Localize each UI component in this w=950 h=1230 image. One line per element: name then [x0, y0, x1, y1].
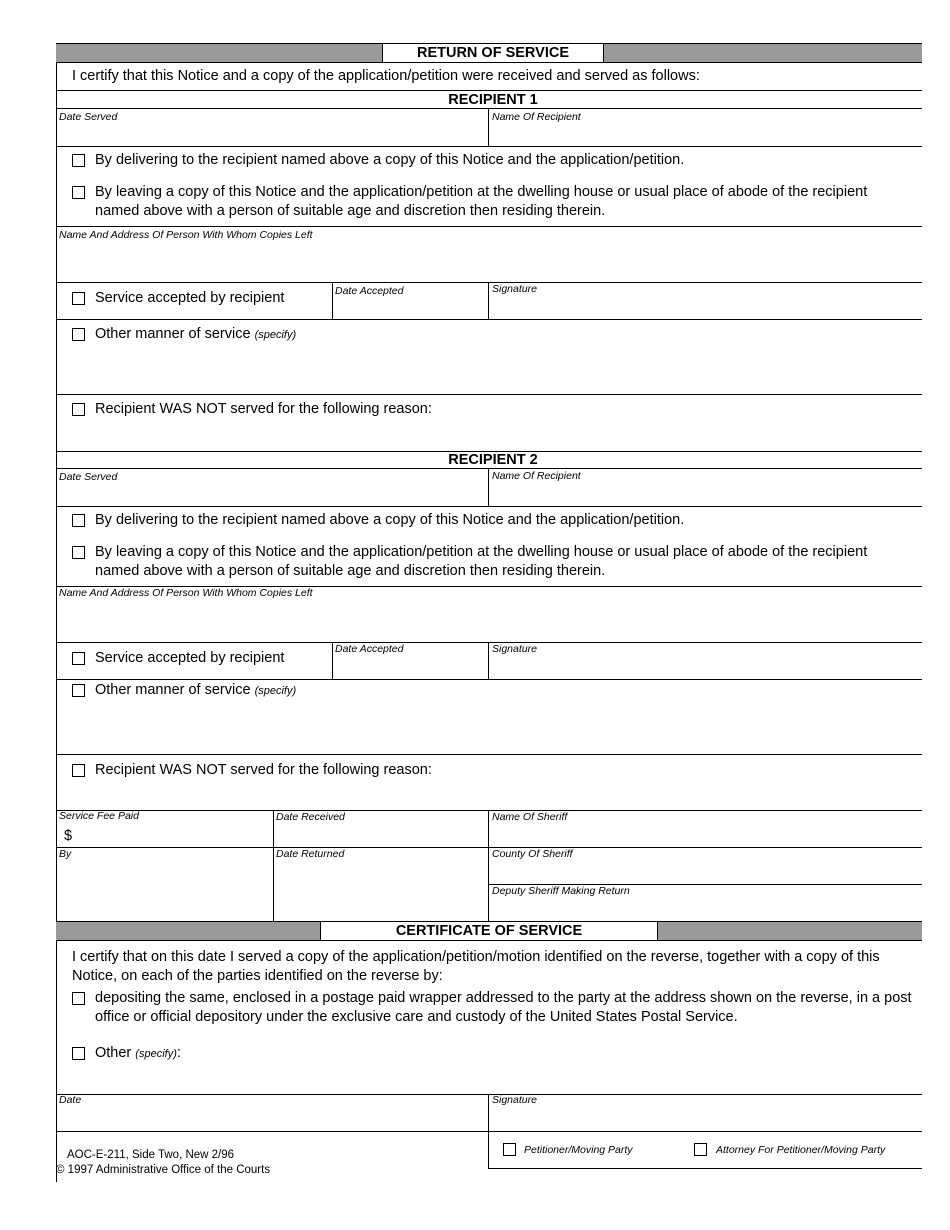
r1-date-accepted-label: Date Accepted: [335, 285, 404, 297]
copyright: © 1997 Administrative Office of the Courts: [56, 1164, 271, 1176]
depositing-checkbox[interactable]: [72, 992, 85, 1005]
r1-delivering-text: By delivering to the recipient named above a copy of this Notice and the application/petition.: [95, 152, 685, 168]
divider: [56, 847, 922, 848]
r2-date-served-label: Date Served: [59, 471, 118, 483]
r1-accepted-checkbox[interactable]: [72, 292, 85, 305]
r2-not-served-checkbox[interactable]: [72, 764, 85, 777]
divider: [56, 642, 922, 643]
depositing-text: depositing the same, enclosed in a postage paid wrapper addressed to the party at the address shown on the reverse, in a post office or official depository under the exclusive care and custody of the United States Postal Service.: [95, 990, 912, 1025]
divider: [488, 108, 489, 146]
certificate-other-label: Other: [95, 1045, 132, 1061]
divider: [56, 282, 922, 283]
certificate-other-colon: :: [176, 1045, 181, 1061]
recipient2-title: RECIPIENT 2: [448, 452, 538, 468]
divider: [273, 810, 274, 921]
r1-other-manner-label: Other manner of service: [95, 326, 251, 342]
certificate-certify-text: I certify that on this date I served a copy of the application/petition/motion identified on the reverse, together with a copy of this Notice, on each of the parties identified on the reverse by:: [72, 949, 880, 984]
certificate-other-checkbox[interactable]: [72, 1047, 85, 1060]
divider: [56, 90, 922, 91]
r1-name-of-recipient-label: Name Of Recipient: [492, 111, 581, 123]
r2-delivering-checkbox[interactable]: [72, 514, 85, 527]
r1-other-manner-text: [95, 325, 296, 345]
divider: [56, 146, 922, 147]
r2-date-accepted-label: Date Accepted: [335, 643, 404, 655]
divider: [488, 810, 489, 921]
r1-leaving-text: By leaving a copy of this Notice and the application/petition at the dwelling house or usual place of abode of the recipient named above with a person of suitable age and discretion then residing therein.: [95, 184, 868, 219]
r1-date-served-label: Date Served: [59, 111, 118, 123]
r1-delivering-checkbox[interactable]: [72, 154, 85, 167]
divider: [488, 468, 489, 506]
return-of-service-title: RETURN OF SERVICE: [382, 43, 604, 63]
divider: [56, 1131, 922, 1132]
recipient1-title: RECIPIENT 1: [448, 92, 538, 108]
petitioner-checkbox[interactable]: [503, 1143, 516, 1156]
r1-leaving-checkbox[interactable]: [72, 186, 85, 199]
r1-signature-label: Signature: [492, 283, 537, 295]
r2-leaving-checkbox[interactable]: [72, 546, 85, 559]
by-label: By: [59, 848, 72, 860]
divider: [56, 679, 922, 680]
r2-other-manner-checkbox[interactable]: [72, 684, 85, 697]
divider: [56, 319, 922, 320]
divider: [332, 282, 333, 319]
county-of-sheriff-label: County Of Sheriff: [492, 848, 573, 860]
divider: [56, 754, 922, 755]
divider: [488, 282, 489, 319]
certificate-other-specify: (specify): [135, 1048, 177, 1060]
certificate-signature-label: Signature: [492, 1094, 537, 1106]
r2-copies-left-label: Name And Address Of Person With Whom Copies Left: [59, 587, 313, 599]
r1-accepted-text: Service accepted by recipient: [95, 290, 285, 306]
r2-delivering-text: By delivering to the recipient named above a copy of this Notice and the application/petition.: [95, 512, 685, 528]
divider: [56, 810, 922, 811]
r1-other-specify: (specify): [254, 329, 297, 341]
return-certify-text: I certify that this Notice and a copy of the application/petition were received and served as follows:: [72, 68, 700, 84]
certificate-of-service-title: CERTIFICATE OF SERVICE: [320, 921, 658, 941]
certificate-date-label: Date: [59, 1094, 82, 1106]
divider: [488, 1168, 922, 1169]
deputy-sheriff-label: Deputy Sheriff Making Return: [492, 885, 630, 897]
divider: [332, 642, 333, 679]
date-received-label: Date Received: [276, 811, 345, 823]
certificate-other-text: [95, 1044, 181, 1064]
divider: [488, 642, 489, 679]
service-fee-paid-label: Service Fee Paid: [59, 810, 139, 822]
r1-not-served-checkbox[interactable]: [72, 403, 85, 416]
r2-other-manner-label: Other manner of service: [95, 682, 251, 698]
service-fee-dollar: $: [64, 828, 73, 844]
r2-accepted-checkbox[interactable]: [72, 652, 85, 665]
r1-copies-left-label: Name And Address Of Person With Whom Copies Left: [59, 229, 313, 241]
attorney-label: Attorney For Petitioner/Moving Party: [716, 1144, 886, 1156]
r2-signature-label: Signature: [492, 643, 537, 655]
r2-name-of-recipient-label: Name Of Recipient: [492, 470, 581, 482]
divider: [56, 506, 922, 507]
date-returned-label: Date Returned: [276, 848, 345, 860]
petitioner-label: Petitioner/Moving Party: [524, 1144, 633, 1156]
r2-leaving-text: By leaving a copy of this Notice and the application/petition at the dwelling house or usual place of abode of the recipient named above with a person of suitable age and discretion then residing therein.: [95, 544, 868, 579]
name-of-sheriff-label: Name Of Sheriff: [492, 811, 568, 823]
r1-other-manner-checkbox[interactable]: [72, 328, 85, 341]
r2-not-served-text: Recipient WAS NOT served for the following reason:: [95, 762, 432, 778]
r2-other-specify: (specify): [254, 685, 297, 697]
r2-other-manner-text: [95, 681, 296, 701]
divider: [56, 226, 922, 227]
divider: [56, 394, 922, 395]
attorney-checkbox[interactable]: [694, 1143, 707, 1156]
r1-not-served-text: Recipient WAS NOT served for the following reason:: [95, 401, 432, 417]
form-left-border: [56, 43, 57, 1182]
form-id: AOC-E-211, Side Two, New 2/96: [67, 1149, 235, 1161]
divider: [56, 1094, 922, 1095]
divider: [56, 468, 922, 469]
r2-accepted-text: Service accepted by recipient: [95, 650, 285, 666]
divider: [56, 108, 922, 109]
